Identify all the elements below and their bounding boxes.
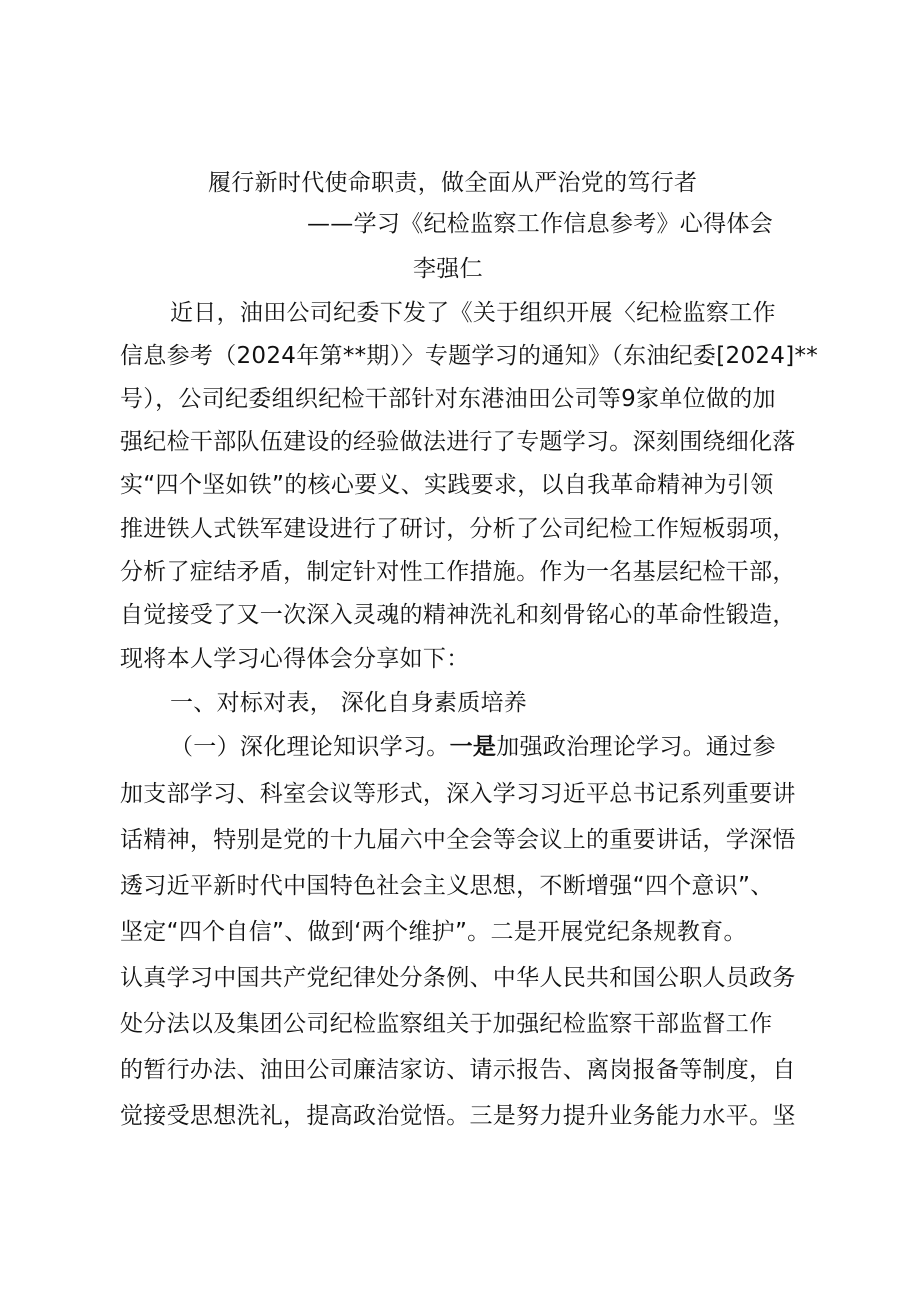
paragraph-text: 加强政治理论学习。通过参 (496, 734, 776, 760)
intro-line: 实“四个坚如铁”的核心要义、实践要求，以自我革命精神为引领 (120, 472, 774, 498)
paragraph-line: 认真学习中国共产党纪律处分条例、中华人民共和国公职人员政务 (120, 965, 796, 991)
document-title: 履行新时代使命职责，做全面从严治党的笃行者 (208, 170, 698, 196)
paragraph-line: 透习近平新时代中国特色社会主义思想，不断增强“四个意识”、 (120, 873, 774, 899)
emphasis-label: 一是 (449, 734, 497, 760)
intro-line: 现将本人学习心得体会分享如下： (120, 646, 470, 672)
intro-line: 推进铁人式铁军建设进行了研讨，分析了公司纪检工作短板弱项， (120, 516, 796, 542)
intro-line: 自觉接受了又一次深入灵魂的精神洗礼和刻骨铭心的革命性锻造， (120, 602, 796, 628)
paragraph-line: 加支部学习、科室会议等形式，深入学习习近平总书记系列重要讲 (120, 781, 796, 807)
intro-line: 号），公司纪委组织纪检干部针对东港油田公司等9家单位做的加 (120, 386, 776, 412)
paragraph-first-line (170, 731, 776, 763)
paragraph-line: 处分法以及集团公司纪检监察组关于加强纪检监察干部监督工作 (120, 1011, 773, 1037)
paragraph-line: 坚定“四个自信”、做到‘两个维护”。二是开展党纪条规教育。 (120, 919, 747, 945)
document-subtitle: ——学习《纪检监察工作信息参考》心得体会 (307, 211, 773, 237)
document-author: 李强仁 (413, 256, 483, 282)
intro-line: 强纪检干部队伍建设的经验做法进行了专题学习。深刻围绕细化落 (120, 429, 796, 455)
section-heading: 一、对标对表， 深化自身素质培养 (170, 690, 528, 716)
intro-line: 信息参考（2024年第**期）〉专题学习的通知》（东油纪委[2024]** (120, 343, 819, 369)
paragraph-line: 觉接受思想洗礼，提高政治觉悟。三是努力提升业务能力水平。坚 (120, 1103, 796, 1129)
subsection-label: （一）深化理论知识学习。 (170, 734, 450, 760)
paragraph-line: 的暂行办法、油田公司廉洁家访、请示报告、离岗报备等制度，自 (120, 1057, 796, 1083)
intro-line: 近日，油田公司纪委下发了《关于组织开展〈纪检监察工作 (170, 300, 776, 326)
paragraph-line: 话精神，特别是党的十九届六中全会等会议上的重要讲话，学深悟 (120, 827, 796, 853)
intro-line: 分析了症结矛盾，制定针对性工作措施。作为一名基层纪检干部， (120, 559, 796, 585)
